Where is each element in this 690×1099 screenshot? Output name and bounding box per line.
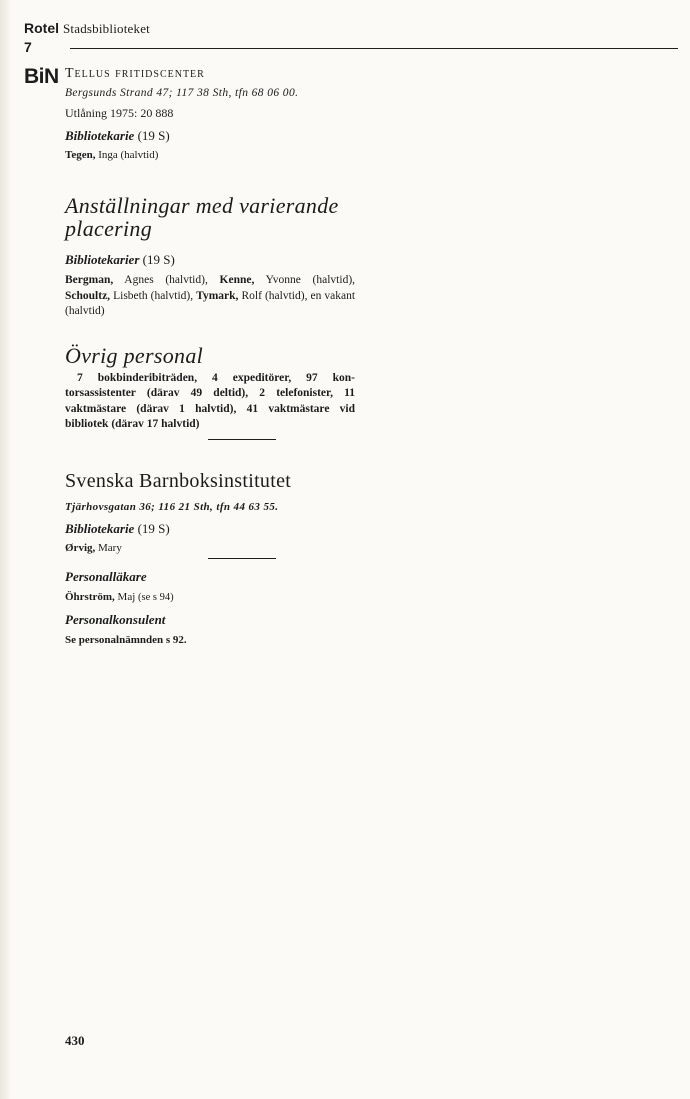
barnbok-title: Svenska Barnboksinstitutet bbox=[65, 469, 292, 492]
barnbok-person bbox=[65, 540, 355, 556]
personalkonsulent-section bbox=[65, 612, 355, 648]
role-grade: (19 S) bbox=[137, 520, 170, 536]
rotel-number: 7 bbox=[24, 39, 32, 55]
barnbok-role bbox=[65, 521, 355, 537]
staff-rest: Yvonne (halvtid), bbox=[265, 274, 356, 286]
person-rest: Mary bbox=[98, 541, 122, 554]
tellus-section bbox=[65, 66, 355, 163]
anstallningar-section bbox=[65, 194, 355, 320]
rotel-label: Rotel bbox=[24, 20, 59, 36]
tellus-utlaning: Utlåning 1975: 20 888 bbox=[65, 106, 174, 120]
running-header bbox=[24, 20, 680, 55]
personallakare-section bbox=[65, 569, 355, 606]
staff-surname: Tymark, bbox=[196, 289, 239, 302]
personallakare-title bbox=[65, 569, 355, 585]
tellus-person bbox=[65, 147, 355, 163]
ovrig-section bbox=[65, 344, 355, 440]
anstallningar-title-line2: placering bbox=[65, 216, 153, 241]
anstallningar-role bbox=[65, 252, 355, 268]
page-edge bbox=[0, 0, 10, 1099]
staff-surname: Bergman, bbox=[65, 274, 114, 286]
role-title: Bibliotekarie bbox=[65, 128, 135, 143]
tellus-role bbox=[65, 128, 355, 144]
section-divider bbox=[208, 439, 276, 440]
staff-rest: Rolf (halvtid), en vakant (halvtid) bbox=[65, 289, 356, 317]
role-title: Bibliotekarier bbox=[65, 252, 140, 267]
personalkonsulent-title bbox=[65, 612, 355, 628]
person-surname: Tegen, bbox=[65, 149, 96, 161]
staff-surname: Schoultz, bbox=[65, 289, 111, 302]
staff-surname: Kenne, bbox=[219, 274, 255, 286]
role-title: Bibliotekarie bbox=[65, 520, 135, 536]
role-grade: (19 S) bbox=[137, 128, 170, 143]
person-surname: Öhrström, bbox=[65, 590, 115, 603]
barnbok-section bbox=[65, 470, 355, 559]
header-rule bbox=[70, 48, 678, 49]
tellus-address: Bergsunds Strand 47; 117 38 Sth, tfn 68 06 00. bbox=[65, 87, 299, 99]
staff-rest: Agnes (halvtid), bbox=[124, 274, 208, 286]
staff-rest: Lisbeth (halvtid), bbox=[113, 289, 194, 302]
barnbok-address: Tjärhovsgatan 36; 116 21 Sth, tfn 44 63 55. bbox=[65, 500, 279, 513]
person-rest: Maj bbox=[117, 590, 136, 603]
anstallningar-staff bbox=[65, 273, 355, 320]
personallakare-person bbox=[65, 589, 355, 606]
personalkonsulent-text: Se personalnämnden s 92. bbox=[65, 633, 187, 646]
tellus-title: Tellus fritidscenter bbox=[65, 66, 205, 81]
bin-mark: BiN bbox=[24, 65, 59, 88]
role-title: Personalläkare bbox=[65, 568, 147, 584]
header-title: Stadsbiblioteket bbox=[63, 21, 150, 36]
person-surname: Ørvig, bbox=[65, 541, 96, 554]
section-divider bbox=[208, 558, 276, 559]
role-title: Personalkonsulent bbox=[65, 611, 166, 627]
ovrig-title: Övrig personal bbox=[65, 342, 204, 368]
anstallningar-title-line1: Anställningar med varierande bbox=[65, 193, 339, 218]
page-number: 430 bbox=[65, 1033, 85, 1048]
ovrig-text: 7 bokbinderibiträden, 4 expeditörer, 97 kontorsassistenter (därav 49 deltid), 2 telefonister, 11 vaktmästare (därav 1 halvtid), 41 vaktmästare vid bibliotek (därav 17 halvtid) bbox=[65, 371, 355, 430]
page-reference: (se s 94) bbox=[138, 591, 174, 603]
role-grade: (19 S) bbox=[142, 252, 175, 267]
person-rest: Inga (halvtid) bbox=[98, 149, 159, 161]
main-column bbox=[65, 66, 355, 648]
